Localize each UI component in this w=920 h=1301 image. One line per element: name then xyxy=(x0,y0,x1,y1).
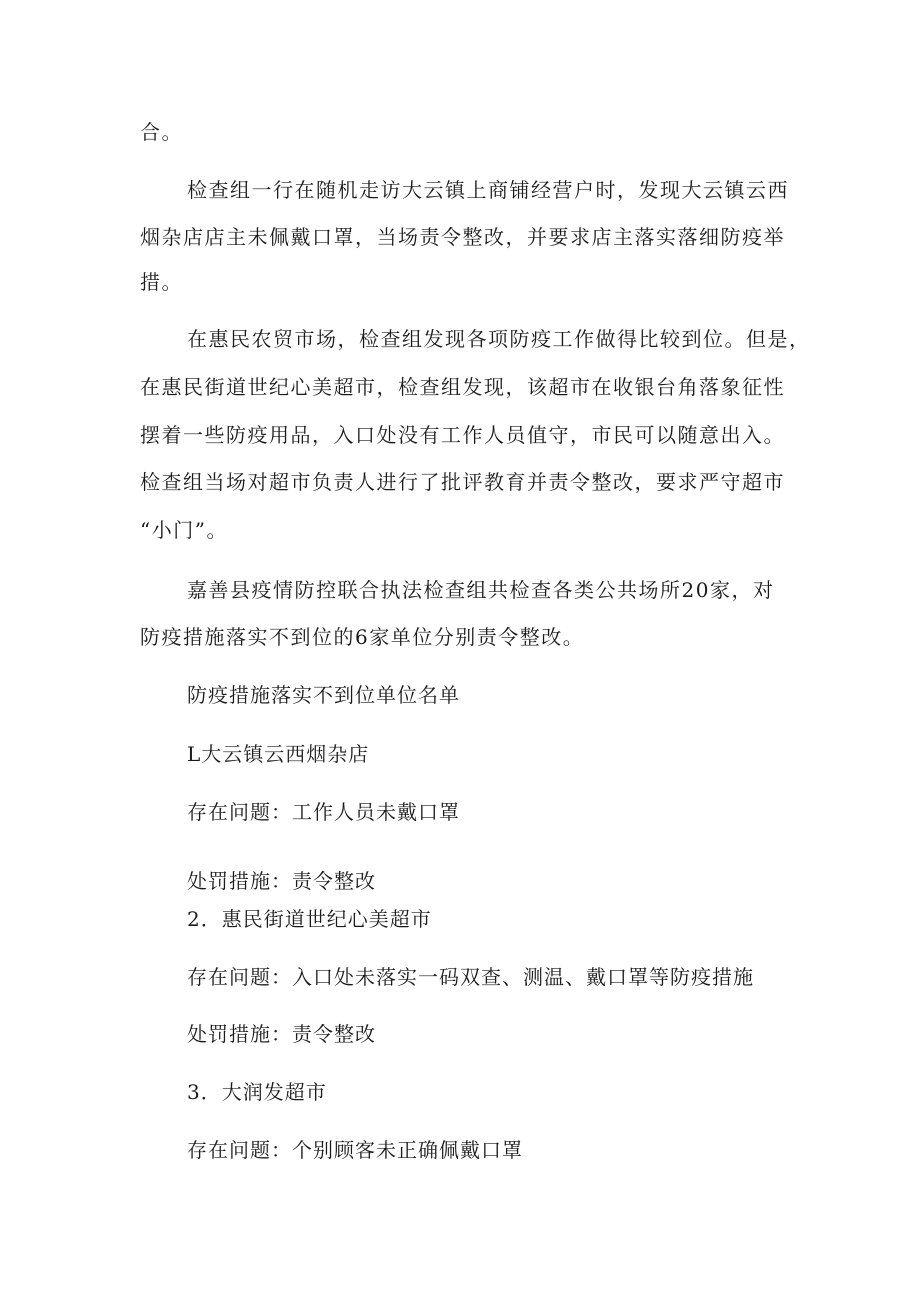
list-item-name: 3．大润发超市 xyxy=(187,1080,327,1104)
list-title: 防疫措施落实不到位单位名单 xyxy=(187,683,460,707)
paragraph-line: 摆着一些防疫用品，入口处没有工作人员值守，市民可以随意出入。 xyxy=(140,423,785,447)
list-item-problem: 存在问题：工作人员未戴口罩 xyxy=(187,800,460,824)
paragraph-line: 防疫措施落实不到位的6家单位分别责令整改。 xyxy=(140,625,585,649)
list-item-name: 2．惠民街道世纪心美超市 xyxy=(187,907,432,931)
list-item-problem: 存在问题：入口处未落实一码双查、测温、戴口罩等防疫措施 xyxy=(187,965,754,989)
paragraph-line: 嘉善县疫情防控联合执法检查组共检查各类公共场所20家，对 xyxy=(187,578,775,602)
list-item-problem: 存在问题：个别顾客未正确佩戴口罩 xyxy=(187,1138,523,1162)
list-item-measure: 处罚措施：责令整改 xyxy=(187,1022,376,1046)
list-item-name: L大云镇云西烟杂店 xyxy=(187,742,370,766)
paragraph-line: “小门”。 xyxy=(140,518,228,542)
paragraph-line: 检查组当场对超市负责人进行了批评教育并责令整改，要求严守超市 xyxy=(140,470,785,494)
paragraph-line: 烟杂店店主未佩戴口罩，当场责令整改，并要求店主落实落细防疫举 xyxy=(140,225,785,249)
paragraph-line: 在惠民农贸市场，检查组发现各项防疫工作做得比较到位。但是， xyxy=(187,327,811,351)
paragraph-line: 在惠民街道世纪心美超市，检查组发现，该超市在收银台角落象征性 xyxy=(140,375,785,399)
paragraph-line: 合。 xyxy=(140,120,183,144)
list-item-measure: 处罚措施：责令整改 xyxy=(187,869,376,893)
paragraph-line: 检查组一行在随机走访大云镇上商铺经营户时，发现大云镇云西 xyxy=(187,178,789,202)
paragraph-line: 措。 xyxy=(140,270,183,294)
